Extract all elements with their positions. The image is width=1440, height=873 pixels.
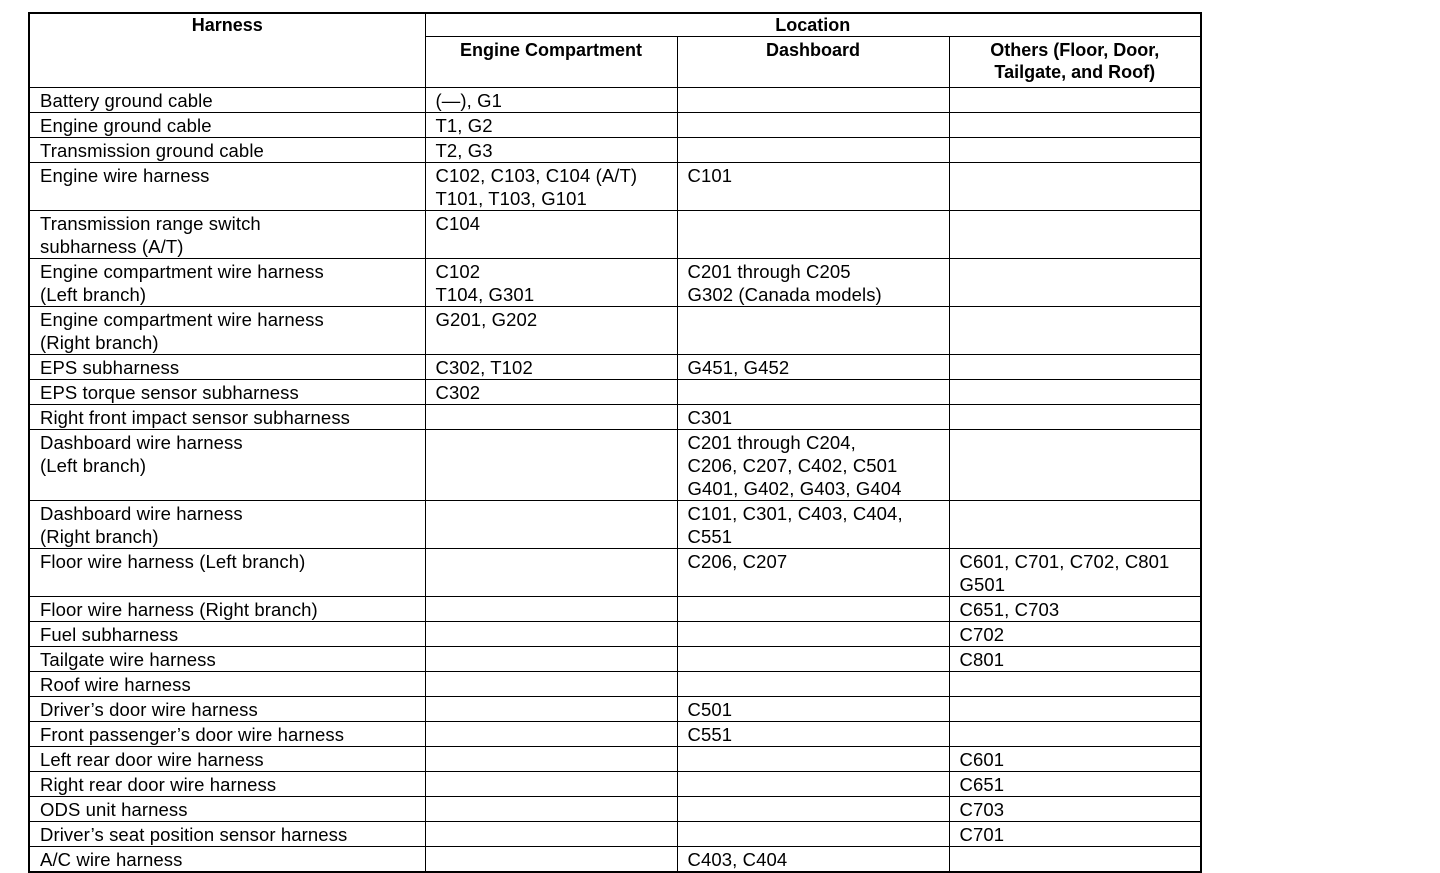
table-row [29,307,1201,355]
table-row [29,697,1201,722]
header-engine-compartment: Engine Compartment [425,37,677,88]
table-row [29,211,1201,259]
table-row [29,822,1201,847]
cell-engine-compartment: C302, T102 [425,355,677,380]
cell-engine-compartment [425,772,677,797]
cell-harness: Roof wire harness [29,672,425,697]
table-row [29,847,1201,873]
cell-harness: Dashboard wire harness (Left branch) [29,430,425,501]
table-row [29,501,1201,549]
cell-harness: Floor wire harness (Right branch) [29,597,425,622]
header-others: Others (Floor, Door, Tailgate, and Roof) [949,37,1201,88]
table-row [29,163,1201,211]
cell-harness: Engine compartment wire harness (Right branch) [29,307,425,355]
cell-dashboard [677,380,949,405]
table-row [29,797,1201,822]
cell-dashboard: C206, C207 [677,549,949,597]
cell-dashboard: C201 through C205 G302 (Canada models) [677,259,949,307]
header-location: Location [425,13,1201,37]
cell-others [949,163,1201,211]
cell-engine-compartment [425,622,677,647]
cell-others: C601, C701, C702, C801 G501 [949,549,1201,597]
cell-dashboard: C101 [677,163,949,211]
cell-harness: Front passenger’s door wire harness [29,722,425,747]
table-row [29,747,1201,772]
cell-others [949,501,1201,549]
cell-harness: Right front impact sensor subharness [29,405,425,430]
cell-harness: A/C wire harness [29,847,425,873]
cell-engine-compartment: C302 [425,380,677,405]
cell-engine-compartment [425,847,677,873]
table-row [29,549,1201,597]
cell-engine-compartment: C102 T104, G301 [425,259,677,307]
cell-others [949,405,1201,430]
table-row [29,88,1201,113]
cell-harness: Right rear door wire harness [29,772,425,797]
cell-others [949,380,1201,405]
harness-location-table-container [28,12,1200,873]
cell-harness: Battery ground cable [29,88,425,113]
cell-others [949,138,1201,163]
cell-harness: Driver’s door wire harness [29,697,425,722]
cell-dashboard: C403, C404 [677,847,949,873]
cell-others [949,211,1201,259]
cell-others [949,88,1201,113]
cell-dashboard: C551 [677,722,949,747]
table-body [29,88,1201,873]
table-row [29,113,1201,138]
cell-engine-compartment [425,672,677,697]
cell-others: C651, C703 [949,597,1201,622]
cell-dashboard [677,747,949,772]
cell-engine-compartment [425,549,677,597]
cell-harness: Engine ground cable [29,113,425,138]
cell-engine-compartment: C102, C103, C104 (A/T) T101, T103, G101 [425,163,677,211]
table-row [29,405,1201,430]
cell-dashboard [677,88,949,113]
cell-engine-compartment [425,647,677,672]
cell-harness: Transmission range switch subharness (A/T) [29,211,425,259]
cell-harness: Driver’s seat position sensor harness [29,822,425,847]
cell-engine-compartment: (—), G1 [425,88,677,113]
cell-harness: Tailgate wire harness [29,647,425,672]
cell-dashboard [677,772,949,797]
header-harness: Harness [29,13,425,88]
table-row [29,355,1201,380]
cell-others [949,259,1201,307]
cell-harness: ODS unit harness [29,797,425,822]
cell-engine-compartment [425,405,677,430]
cell-harness: Engine compartment wire harness (Left branch) [29,259,425,307]
cell-harness: Transmission ground cable [29,138,425,163]
harness-location-table [28,12,1202,873]
table-row [29,772,1201,797]
cell-dashboard: C301 [677,405,949,430]
cell-others: C801 [949,647,1201,672]
cell-engine-compartment: T1, G2 [425,113,677,138]
cell-dashboard [677,647,949,672]
cell-others: C601 [949,747,1201,772]
cell-others [949,672,1201,697]
cell-dashboard [677,622,949,647]
cell-engine-compartment: G201, G202 [425,307,677,355]
cell-others: C701 [949,822,1201,847]
cell-engine-compartment: T2, G3 [425,138,677,163]
cell-harness: Fuel subharness [29,622,425,647]
cell-harness: EPS subharness [29,355,425,380]
table-row [29,672,1201,697]
cell-dashboard: C501 [677,697,949,722]
cell-others [949,113,1201,138]
cell-harness: Left rear door wire harness [29,747,425,772]
cell-engine-compartment [425,747,677,772]
cell-dashboard: C101, C301, C403, C404, C551 [677,501,949,549]
cell-others [949,430,1201,501]
cell-engine-compartment [425,797,677,822]
table-row [29,259,1201,307]
table-row [29,597,1201,622]
cell-engine-compartment [425,697,677,722]
cell-dashboard [677,672,949,697]
table-row [29,430,1201,501]
cell-engine-compartment: C104 [425,211,677,259]
cell-dashboard [677,797,949,822]
table-row [29,722,1201,747]
cell-dashboard [677,597,949,622]
cell-others: C651 [949,772,1201,797]
cell-others [949,697,1201,722]
table-row [29,647,1201,672]
cell-dashboard [677,307,949,355]
cell-harness: EPS torque sensor subharness [29,380,425,405]
cell-others [949,355,1201,380]
cell-dashboard [677,211,949,259]
cell-others [949,307,1201,355]
cell-dashboard [677,138,949,163]
table-row [29,138,1201,163]
cell-engine-compartment [425,430,677,501]
cell-dashboard: G451, G452 [677,355,949,380]
header-dashboard: Dashboard [677,37,949,88]
cell-others: C702 [949,622,1201,647]
cell-dashboard [677,822,949,847]
cell-others [949,722,1201,747]
cell-engine-compartment [425,501,677,549]
cell-harness: Engine wire harness [29,163,425,211]
cell-harness: Floor wire harness (Left branch) [29,549,425,597]
cell-engine-compartment [425,597,677,622]
cell-dashboard: C201 through C204, C206, C207, C402, C501 G401, G402, G403, G404 [677,430,949,501]
cell-others: C703 [949,797,1201,822]
cell-others [949,847,1201,873]
cell-harness: Dashboard wire harness (Right branch) [29,501,425,549]
cell-dashboard [677,113,949,138]
table-row [29,622,1201,647]
cell-engine-compartment [425,722,677,747]
table-row [29,380,1201,405]
cell-engine-compartment [425,822,677,847]
